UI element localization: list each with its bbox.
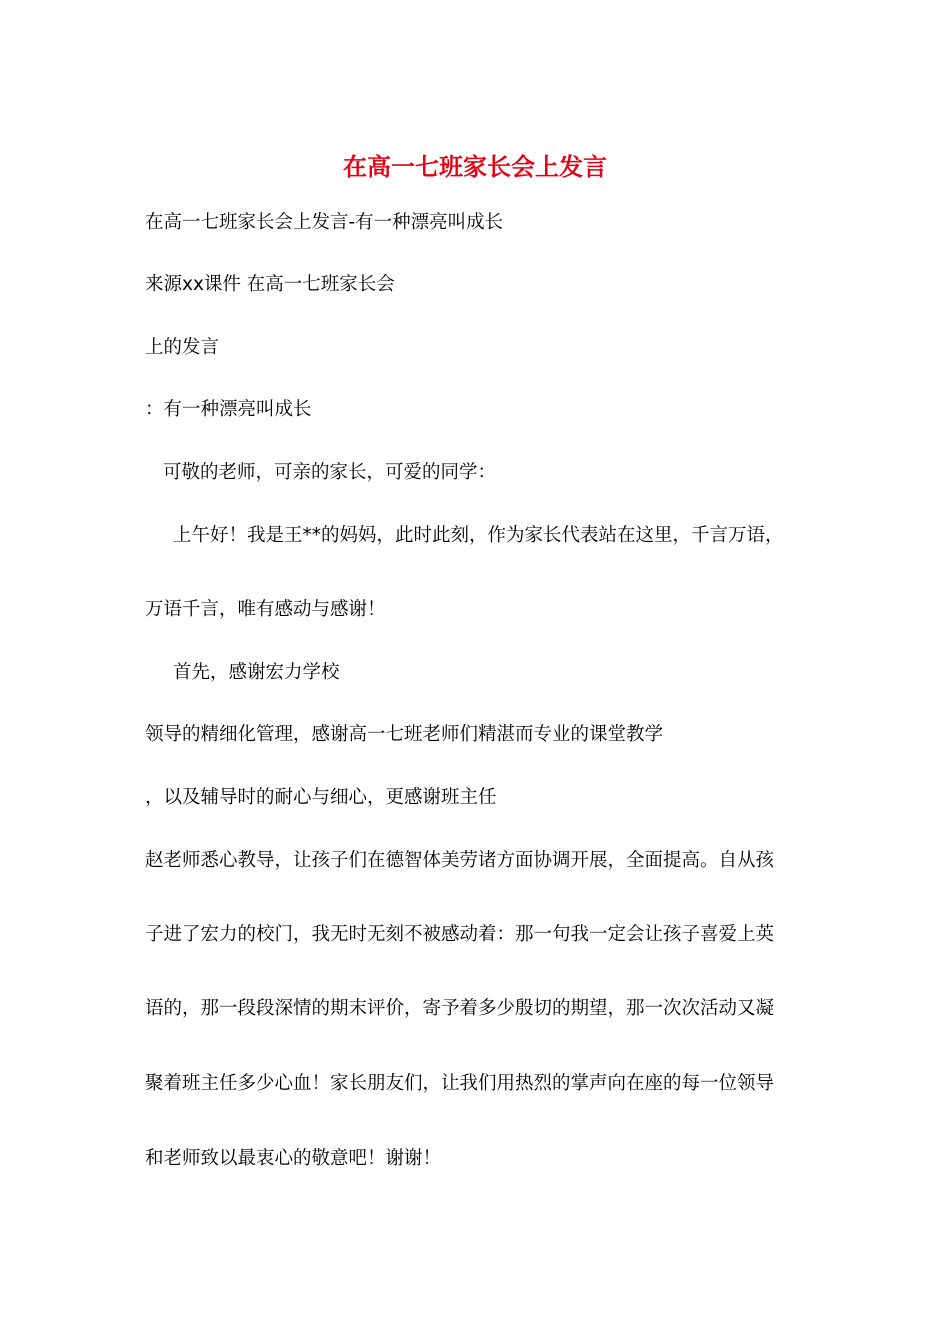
paragraph-line: 来源xx课件 在高一七班家长会 — [145, 274, 395, 295]
paragraph-line: 在高一七班家长会上发言-有一种漂亮叫成长 — [145, 212, 504, 233]
paragraph-line: 领导的精细化管理，感谢高一七班老师们精湛而专业的课堂教学 — [145, 724, 664, 745]
paragraph-line: ：有一种漂亮叫成长 — [145, 399, 312, 420]
paragraph-line: 上的发言 — [145, 337, 220, 358]
paragraph-line: 赵老师悉心教导，让孩子们在德智体美劳诸方面协调开展，全面提高。自从孩 — [145, 850, 775, 871]
paragraph-line: ，以及辅导时的耐心与细心，更感谢班主任 — [145, 787, 497, 808]
document-title: 在高一七班家长会上发言 — [343, 152, 607, 181]
greeting-line: 可敬的老师，可亲的家长，可爱的同学： — [163, 462, 497, 483]
paragraph-line: 上午好！我是王**的妈妈，此时此刻，作为家长代表站在这里，千言万语， — [173, 525, 784, 546]
paragraph-line: 聚着班主任多少心血！家长朋友们，让我们用热烈的掌声向在座的每一位领导 — [145, 1073, 775, 1094]
paragraph-line: 和老师致以最衷心的敬意吧！谢谢！ — [145, 1148, 442, 1169]
paragraph-line: 语的，那一段段深情的期末评价，寄予着多少殷切的期望，那一次次活动又凝 — [145, 998, 775, 1019]
paragraph-line: 首先，感谢宏力学校 — [173, 662, 340, 683]
paragraph-line: 子进了宏力的校门，我无时无刻不被感动着：那一句我一定会让孩子喜爱上英 — [145, 924, 775, 945]
paragraph-line: 万语千言，唯有感动与感谢！ — [145, 599, 386, 620]
